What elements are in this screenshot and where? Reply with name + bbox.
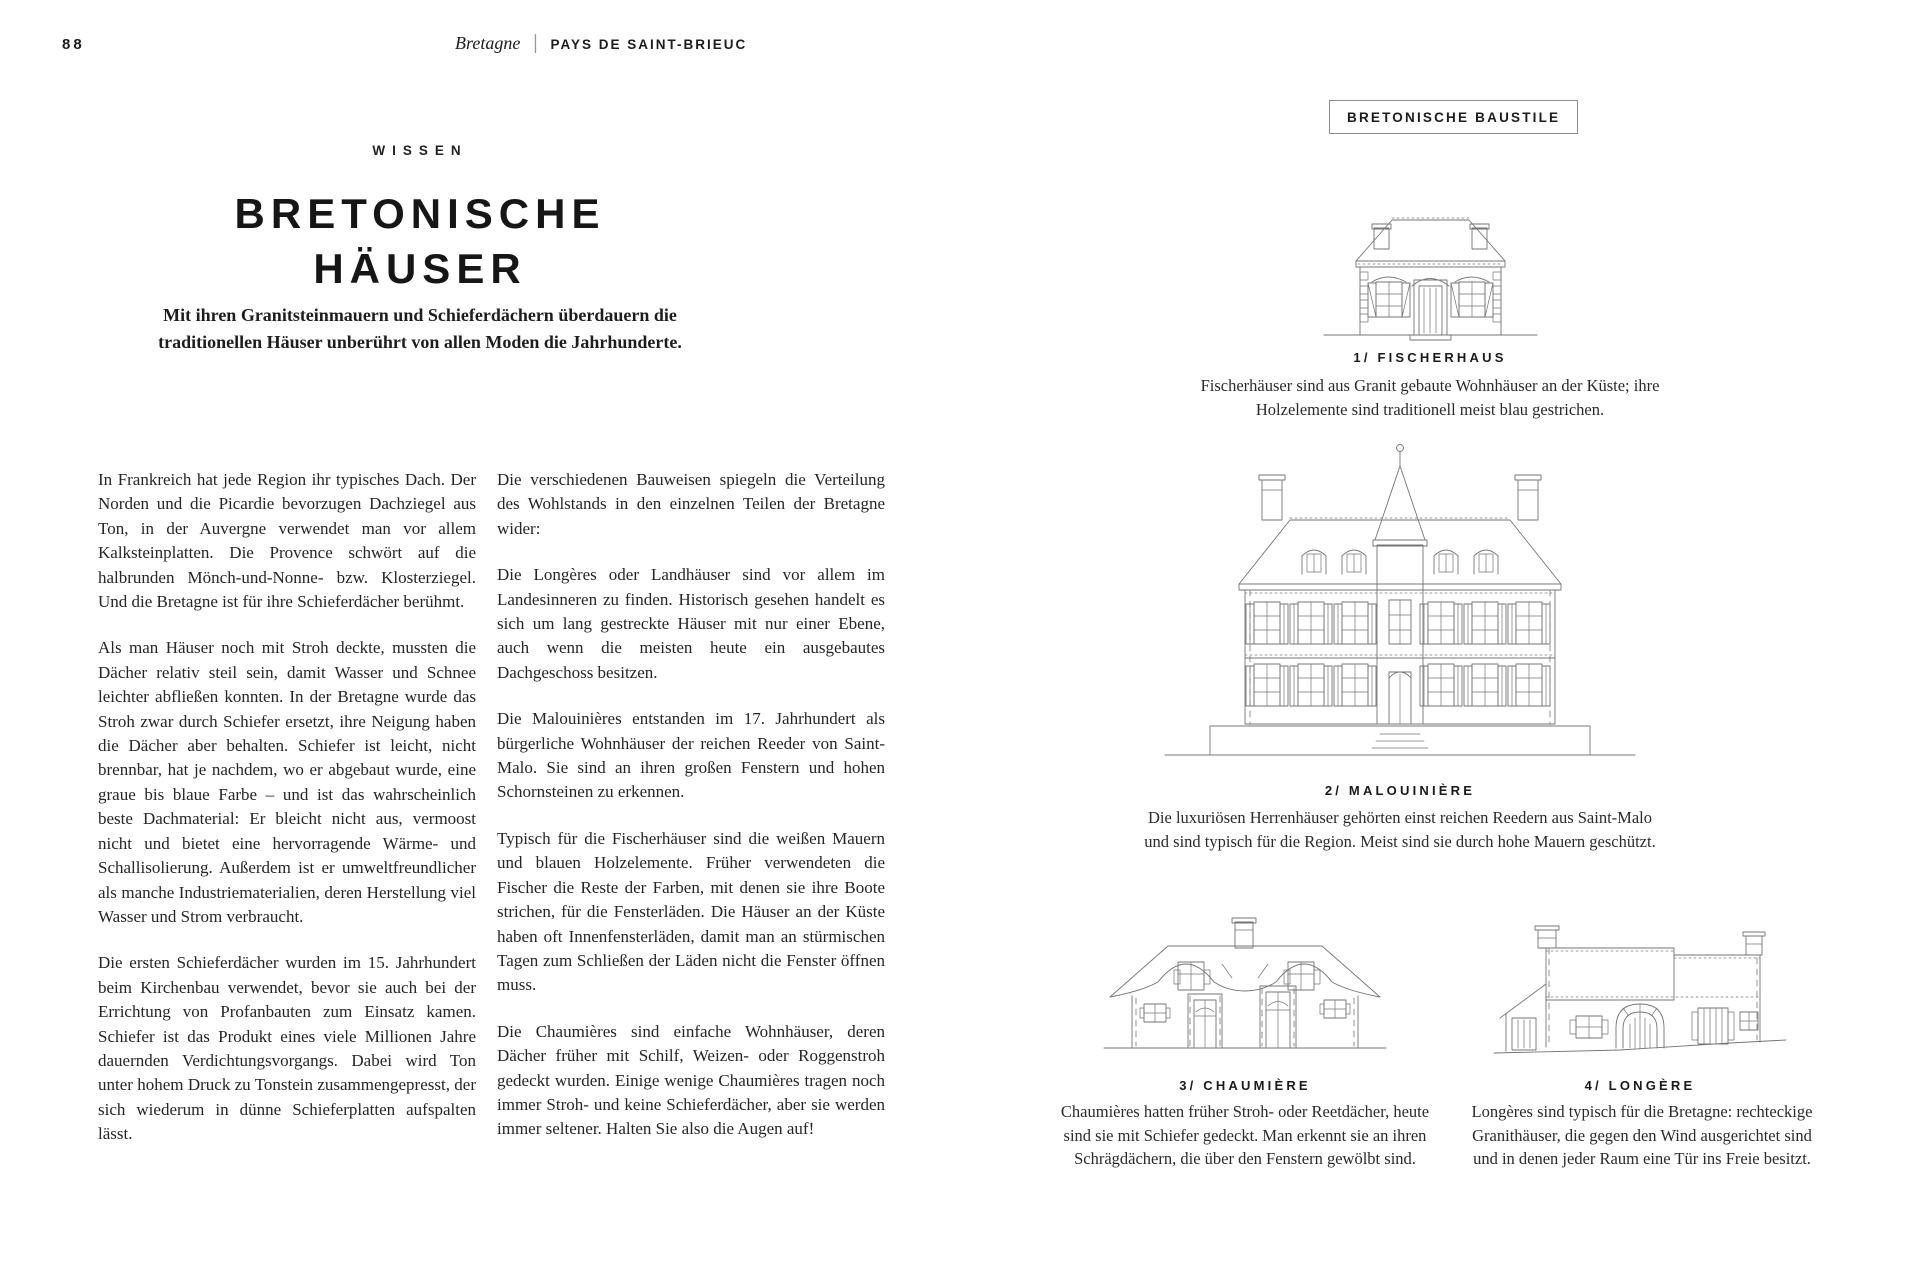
article-title-line2: HÄUSER [313,245,527,292]
sidebar-label-box: BRETONISCHE BAUSTILE [1329,100,1578,134]
body-column-2 [497,468,885,1164]
style-caption-fischerhaus: Fischerhäuser sind aus Granit gebaute Wohnhäuser an der Küste; ihre Holzelemente sind traditionell meist blau gestrichen. [1200,376,1660,419]
running-head [455,33,747,54]
article-kicker-wrap [60,142,780,160]
paragraph: Die verschiedenen Bauweisen spiegeln die Verteilung des Wohlstands in den einzelnen Teilen der Bretagne wider: [497,470,885,538]
page-number: 88 [62,36,85,53]
malouiniere-illustration [1150,402,1650,762]
style-caption-chaumiere: Chaumières hatten früher Stroh- oder Reetdächer, heute sind sie mit Schiefer gedeckt. Man erkennt sie an ihren Schrägdächern, die über den Fenstern gewölbt sind. [1060,1102,1430,1168]
paragraph: Die Malouinières entstanden im 17. Jahrhundert als bürgerliche Wohnhäuser der reichen Reeder von Saint-Malo. Sie sind an ihren großen Fenstern und hohen Schornsteinen zu erkennen. [497,709,885,802]
body-column-1 [98,468,476,1169]
longere-illustration [1490,912,1790,1062]
paragraph: Die Chaumières sind einfache Wohnhäuser, deren Dächer früher mit Schilf, Weizen- oder Roggenstroh gedeckt wurden. Einige wenige Chaumières tragen noch immer Stroh- und keine Schieferdächer, aber sie werden immer seltener. Halten Sie also die Augen auf! [497,1021,885,1139]
running-head-divider: | [533,32,538,54]
paragraph: Die ersten Schieferdächer wurden im 15. Jahrhundert beim Kirchenbau verwendet, bevor sie auch bei der Errichtung von Profanbauten zum Einsatz kamen. Schiefer ist das Produkt eines viele Millionen Jahre dauernden Verdichtungsvorgangs. Dabei wird Ton unter hohem Druck zu Tonstein zusammengepresst, der sich wiederum in dünne Schieferplatten aufspalten lässt. [98,953,476,1144]
paragraph: Die Longères oder Landhäuser sind vor allem im Landesinneren zu finden. Historisch gesehen handelt es sich um lang gestreckte Häuser mit nur einer Ebene, auch wenn die meisten heute ein ausgebautes Dachgeschoss besitzen. [497,565,885,682]
chaumiere-illustration [1100,912,1390,1062]
running-head-region: Bretagne [455,33,521,53]
style-heading-chaumiere: 3/ CHAUMIÈRE [1179,1078,1311,1093]
article-kicker: WISSEN [372,143,468,158]
running-head-section: PAYS DE SAINT-BRIEUC [550,37,748,52]
style-caption-longere: Longères sind typisch für die Bretagne: rechteckige Granithäuser, die gegen den Wind ausgerichtet sind und in denen jeder Raum eine Tür ins Freie besitzt. [1471,1102,1813,1168]
article-intro-line2: traditionellen Häuser unberührt von allen Moden die Jahrhunderte. [158,332,682,352]
style-heading-malouiniere: 2/ MALOUINIÈRE [1324,783,1476,798]
style-heading-longere: 4/ LONGÈRE [1584,1078,1696,1093]
style-caption-malouiniere: Die luxuriösen Herrenhäuser gehörten einst reichen Reedern aus Saint-Malo und sind typisch für die Region. Meist sind sie durch hohe Mauern geschützt. [1144,808,1656,851]
style-heading-fischerhaus: 1/ FISCHERHAUS [1353,350,1507,365]
article-intro-line1: Mit ihren Granitsteinmauern und Schieferdächern überdauern die [163,305,677,325]
article-title [60,186,780,296]
article-intro [60,302,780,356]
article-title-line1: BRETONISCHE [234,190,606,237]
paragraph: Als man Häuser noch mit Stroh deckte, mussten die Dächer relativ steil sein, damit Wasser und Schnee leichter abfließen konnten. In der Bretagne wurde das Stroh zwar durch Schiefer ersetzt, ihre Neigung haben die Dächer aber behalten. Schiefer ist leicht, nicht brennbar, hat je nachdem, wo er abgebaut wurde, eine graue bis blaue Farbe – und ist das wahrscheinlich beste Dachmaterial: Er bleicht nicht aus, vermoost nicht und bietet eine hervorragende Wärme- und Schallisolierung. Außerdem ist er umweltfreundlicher als manche Industriematerialien, deren Herstellung viel Wasser und Strom verbraucht. [98,638,476,926]
paragraph: In Frankreich hat jede Region ihr typisches Dach. Der Norden und die Picardie bevorzugen Dachziegel aus Ton, in der Auvergne verwendet man vor allem Kalksteinplatten. Die Provence schwört auf die halbrunden Mönch-und-Nonne- bzw. Klosterziegel. Und die Bretagne ist für ihre Schieferdächer berühmt. [98,470,476,612]
paragraph: Typisch für die Fischerhäuser sind die weißen Mauern und blauen Holzelemente. Früher verwendeten die Fischer die Reste der Farben, mit denen sie ihre Boote strichen, für die Fensterläden. Die Häuser an der Küste haben oft Innenfensterläden, damit man an stürmischen Tagen zum Schließen der Läden nicht die Fenster öffnen muss. [497,828,885,995]
fischerhaus-illustration [1318,182,1543,347]
